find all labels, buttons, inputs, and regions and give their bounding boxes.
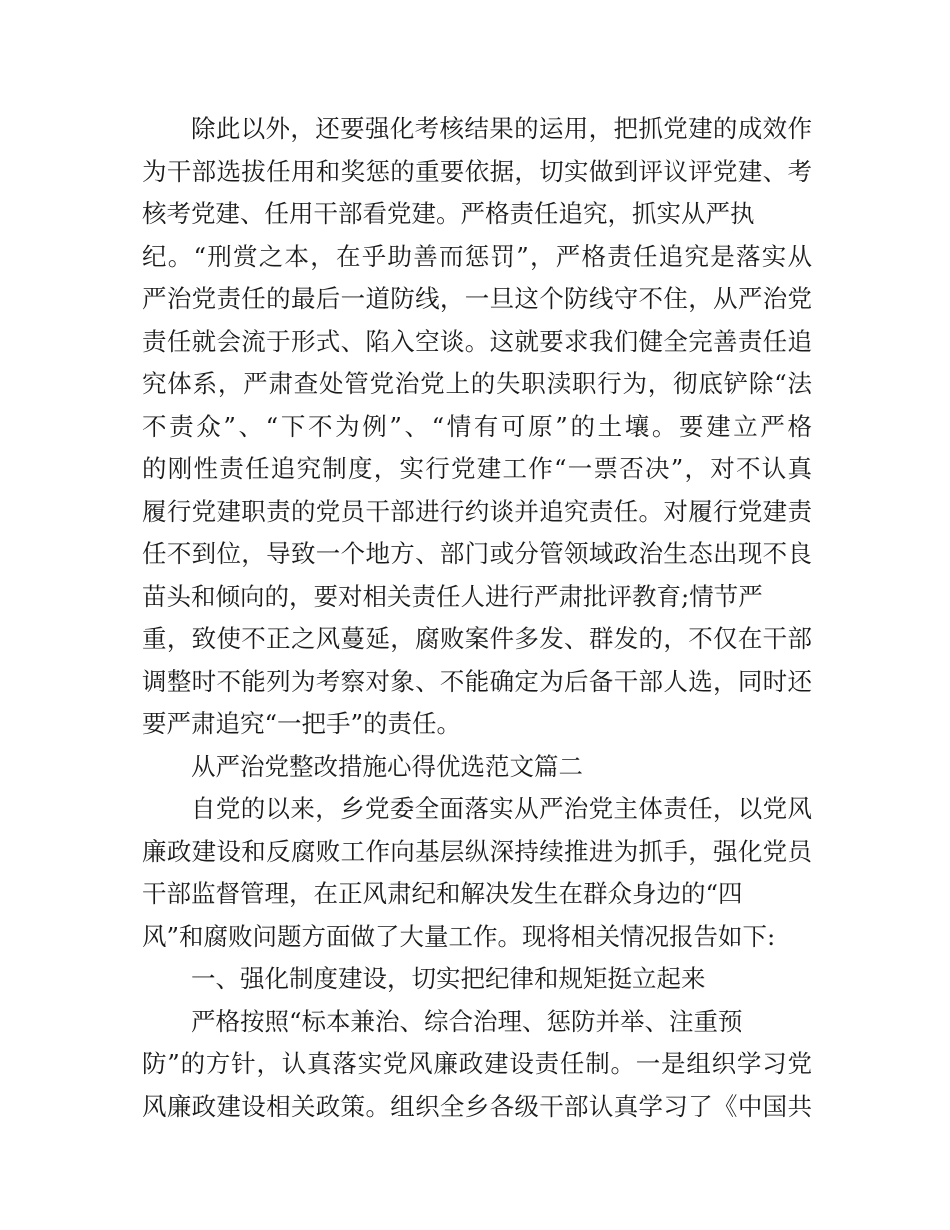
text-line: 廉政建设和反腐败工作向基层纵深持续推进为抓手，强化党员	[142, 836, 812, 866]
text-line: 不责众”、“下不为例”、“情有可原”的土壤。要建立严格	[142, 411, 812, 441]
text-line: 核考党建、任用干部看党建。严格责任追究，抓实从严执	[142, 199, 755, 228]
text-line: 为干部选拔任用和奖惩的重要依据，切实做到评议评党建、考	[142, 156, 812, 186]
text-line: 一、强化制度建设，切实把纪律和规矩挺立起来	[191, 964, 706, 993]
text-line: 风”和腐败问题方面做了大量工作。现将相关情况报告如下:	[142, 921, 776, 951]
text-line: 究体系，严肃查处管党治党上的失职渎职行为，彻底铲除“法	[142, 369, 812, 398]
text-line: 除此以外，还要强化考核结果的运用，把抓党建的成效作	[191, 114, 812, 143]
text-line: 要严肃追究“一把手”的责任。	[142, 709, 462, 738]
text-line: 干部监督管理，在正风肃纪和解决发生在群众身边的“四	[142, 879, 743, 908]
text-line: 风廉政建设相关政策。组织全乡各级干部认真学习了《中国共	[142, 1091, 812, 1121]
text-line: 调整时不能列为考察对象、不能确定为后备干部人选，同时还	[142, 666, 812, 696]
text-line: 履行党建职责的党员干部进行约谈并追究责任。对履行党建责	[142, 496, 812, 526]
text-line: 任不到位，导致一个地方、部门或分管领域政治生态出现不良	[142, 539, 812, 568]
text-line: 责任就会流于形式、陷入空谈。这就要求我们健全完善责任追	[142, 326, 812, 356]
text-line: 从严治党整改措施心得优选范文篇二	[191, 751, 583, 781]
text-line: 纪。“刑赏之本，在乎助善而惩罚”，严格责任追究是落实从	[142, 241, 812, 271]
text-line: 防”的方针，认真落实党风廉政建设责任制。一是组织学习党	[142, 1049, 812, 1078]
text-line: 严格按照“标本兼治、综合治理、惩防并举、注重预	[191, 1006, 743, 1036]
text-line: 自党的以来，乡党委全面落实从严治党主体责任，以党风	[191, 794, 812, 823]
text-line: 苗头和倾向的，要对相关责任人进行严肃批评教育;情节严	[142, 581, 763, 611]
document-body	[142, 108, 812, 1128]
text-line: 重，致使不正之风蔓延，腐败案件多发、群发的，不仅在干部	[142, 624, 812, 653]
text-line: 严治党责任的最后一道防线，一旦这个防线守不住，从严治党	[142, 284, 812, 313]
text-line: 的刚性责任追究制度，实行党建工作“一票否决”，对不认真	[142, 454, 812, 483]
